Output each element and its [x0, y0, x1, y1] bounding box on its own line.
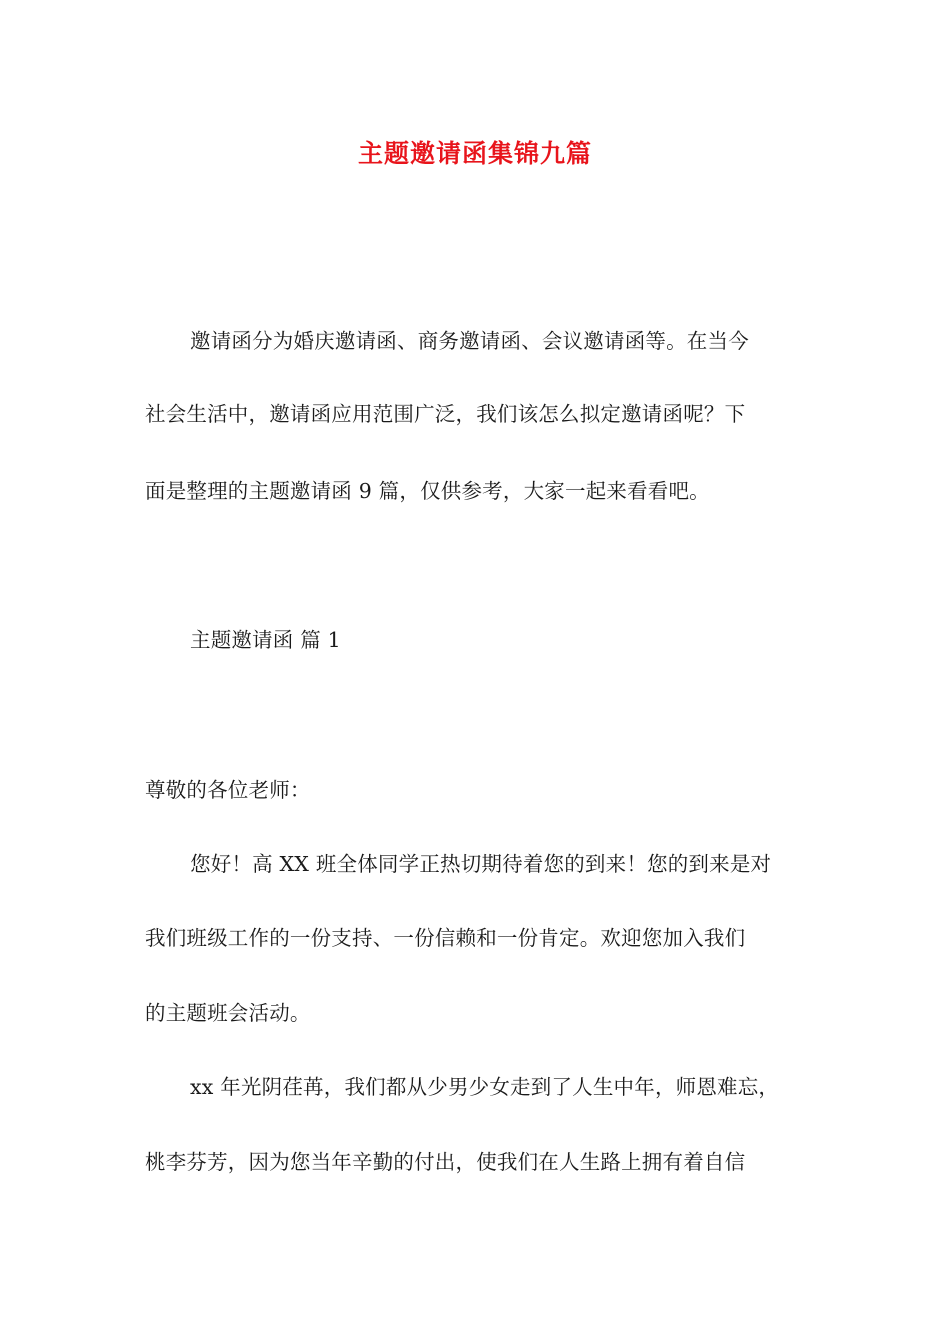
paragraph-1-line-2: 我们班级工作的一份支持、一份信赖和一份肯定。欢迎您加入我们: [145, 926, 746, 950]
paragraph-1-line-3: 的主题班会活动。: [145, 1001, 311, 1025]
intro-line-3: 面是整理的主题邀请函 9 篇，仅供参考，大家一起来看看吧。: [145, 479, 710, 503]
intro-line-1: 邀请函分为婚庆邀请函、商务邀请函、会议邀请函等。在当今: [190, 329, 749, 353]
salutation: 尊敬的各位老师：: [145, 778, 311, 802]
paragraph-1-line-1: 您好！高 XX 班全体同学正热切期待着您的到来！您的到来是对: [190, 852, 772, 876]
intro-line-2: 社会生活中，邀请函应用范围广泛，我们该怎么拟定邀请函呢？下: [145, 402, 746, 426]
paragraph-2-line-1: xx 年光阴荏苒，我们都从少男少女走到了人生中年，师恩难忘，: [190, 1075, 780, 1099]
section-heading: 主题邀请函 篇 1: [190, 628, 341, 652]
paragraph-2-line-2: 桃李芬芳，因为您当年辛勤的付出，使我们在人生路上拥有着自信: [145, 1150, 746, 1174]
document-title: 主题邀请函集锦九篇: [357, 139, 592, 168]
